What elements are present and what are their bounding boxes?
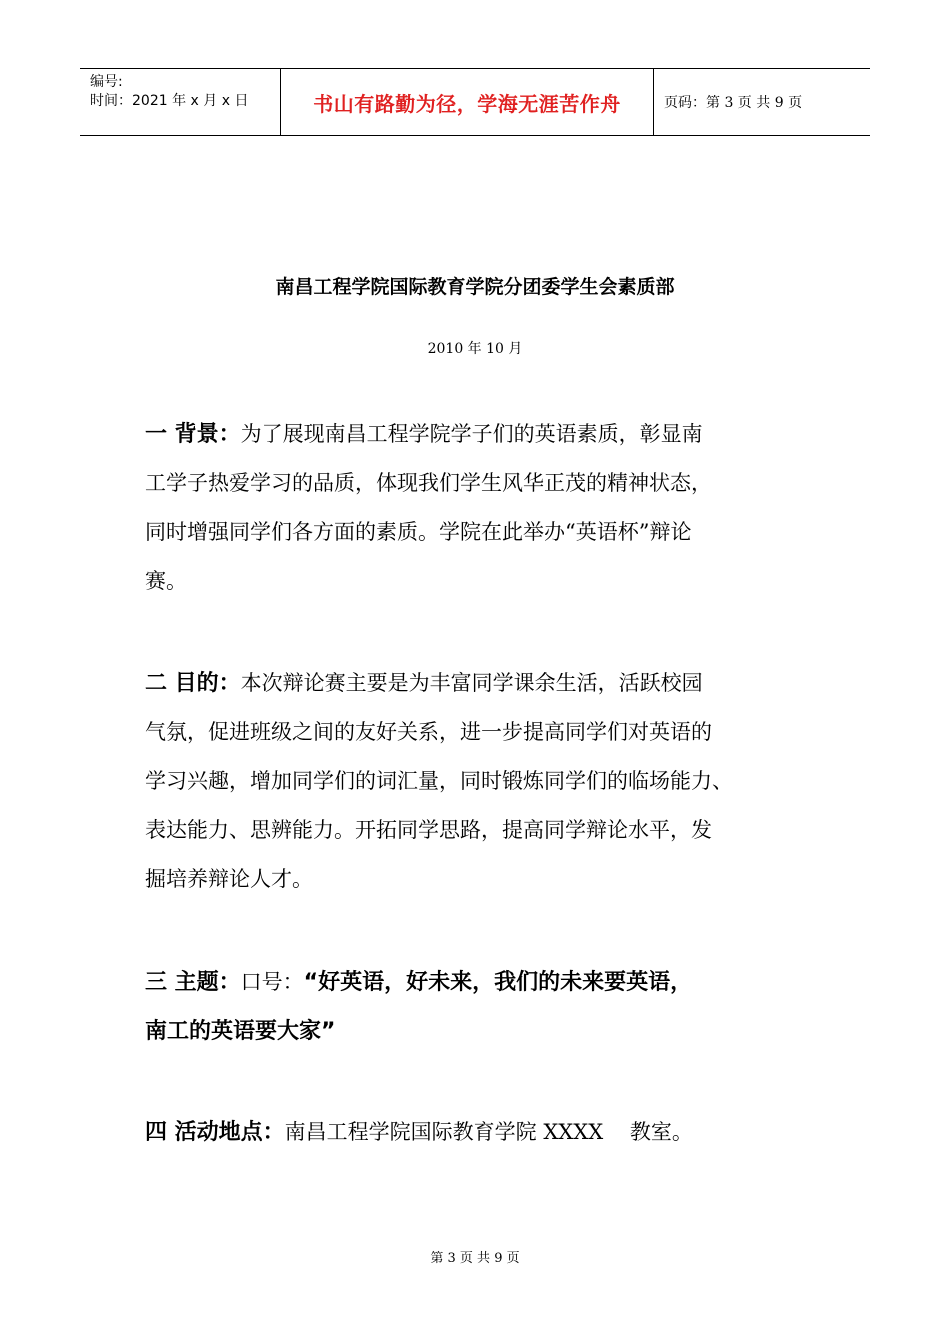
section-venue (145, 1108, 835, 1157)
section-background-label: 一 背景： (145, 422, 241, 447)
section-theme-line (145, 958, 835, 1007)
section-theme-slogan: 南工的英语要大家” (145, 1019, 336, 1044)
section-background-text: 赛。 (145, 569, 187, 593)
section-venue-line (145, 1108, 835, 1157)
section-purpose-text: 本次辩论赛主要是为丰富同学课余生活，活跃校园 (240, 671, 703, 695)
section-purpose (145, 659, 835, 904)
section-background-text: 同时增强同学们各方面的素质。学院在此举办“英语杯”辩论 (145, 520, 692, 544)
document-title: 南昌工程学院国际教育学院分团委学生会素质部 (275, 276, 675, 298)
header-meta-cell (80, 69, 281, 135)
section-background-text: 工学子热爱学习的品质，体现我们学生风华正茂的精神状态， (145, 471, 712, 495)
header-page-info: 页码：第 3 页 共 9 页 (664, 95, 803, 111)
section-purpose-label: 二 目的： (145, 671, 241, 696)
section-background (145, 410, 835, 606)
section-theme-prefix: 口号： (240, 970, 304, 994)
section-background-line (145, 410, 835, 459)
section-venue-text: 南昌工程学院国际教育学院 XXXX 教室。 (284, 1120, 693, 1144)
section-purpose-text: 掘培养辩论人才。 (145, 867, 313, 891)
section-theme-label: 三 主题： (145, 970, 241, 995)
section-background-text: 为了展现南昌工程学院学子们的英语素质，彰显南 (240, 422, 703, 446)
document-date: 2010 年 10 月 (427, 341, 523, 357)
section-purpose-text: 表达能力、思辨能力。开拓同学思路，提高同学辩论水平，发 (145, 818, 712, 842)
section-purpose-text: 气氛，促进班级之间的友好关系，进一步提高同学们对英语的 (145, 720, 712, 744)
section-purpose-line (145, 659, 835, 708)
section-purpose-text: 学习兴趣，增加同学们的词汇量，同时锻炼同学们的临场能力、 (145, 769, 733, 793)
section-theme-slogan: “好英语，好未来，我们的未来要英语， (303, 970, 693, 995)
section-theme (145, 958, 835, 1056)
header-motto: 书山有路勤为径，学海无涯苦作舟 (281, 69, 654, 135)
time-label: 时间：2021 年 x 月 x 日 (90, 93, 249, 109)
serial-label: 编号: (90, 74, 123, 90)
document-header (80, 68, 870, 136)
section-venue-label: 四 活动地点： (145, 1120, 285, 1145)
page-footer: 第 3 页 共 9 页 (430, 1251, 520, 1266)
